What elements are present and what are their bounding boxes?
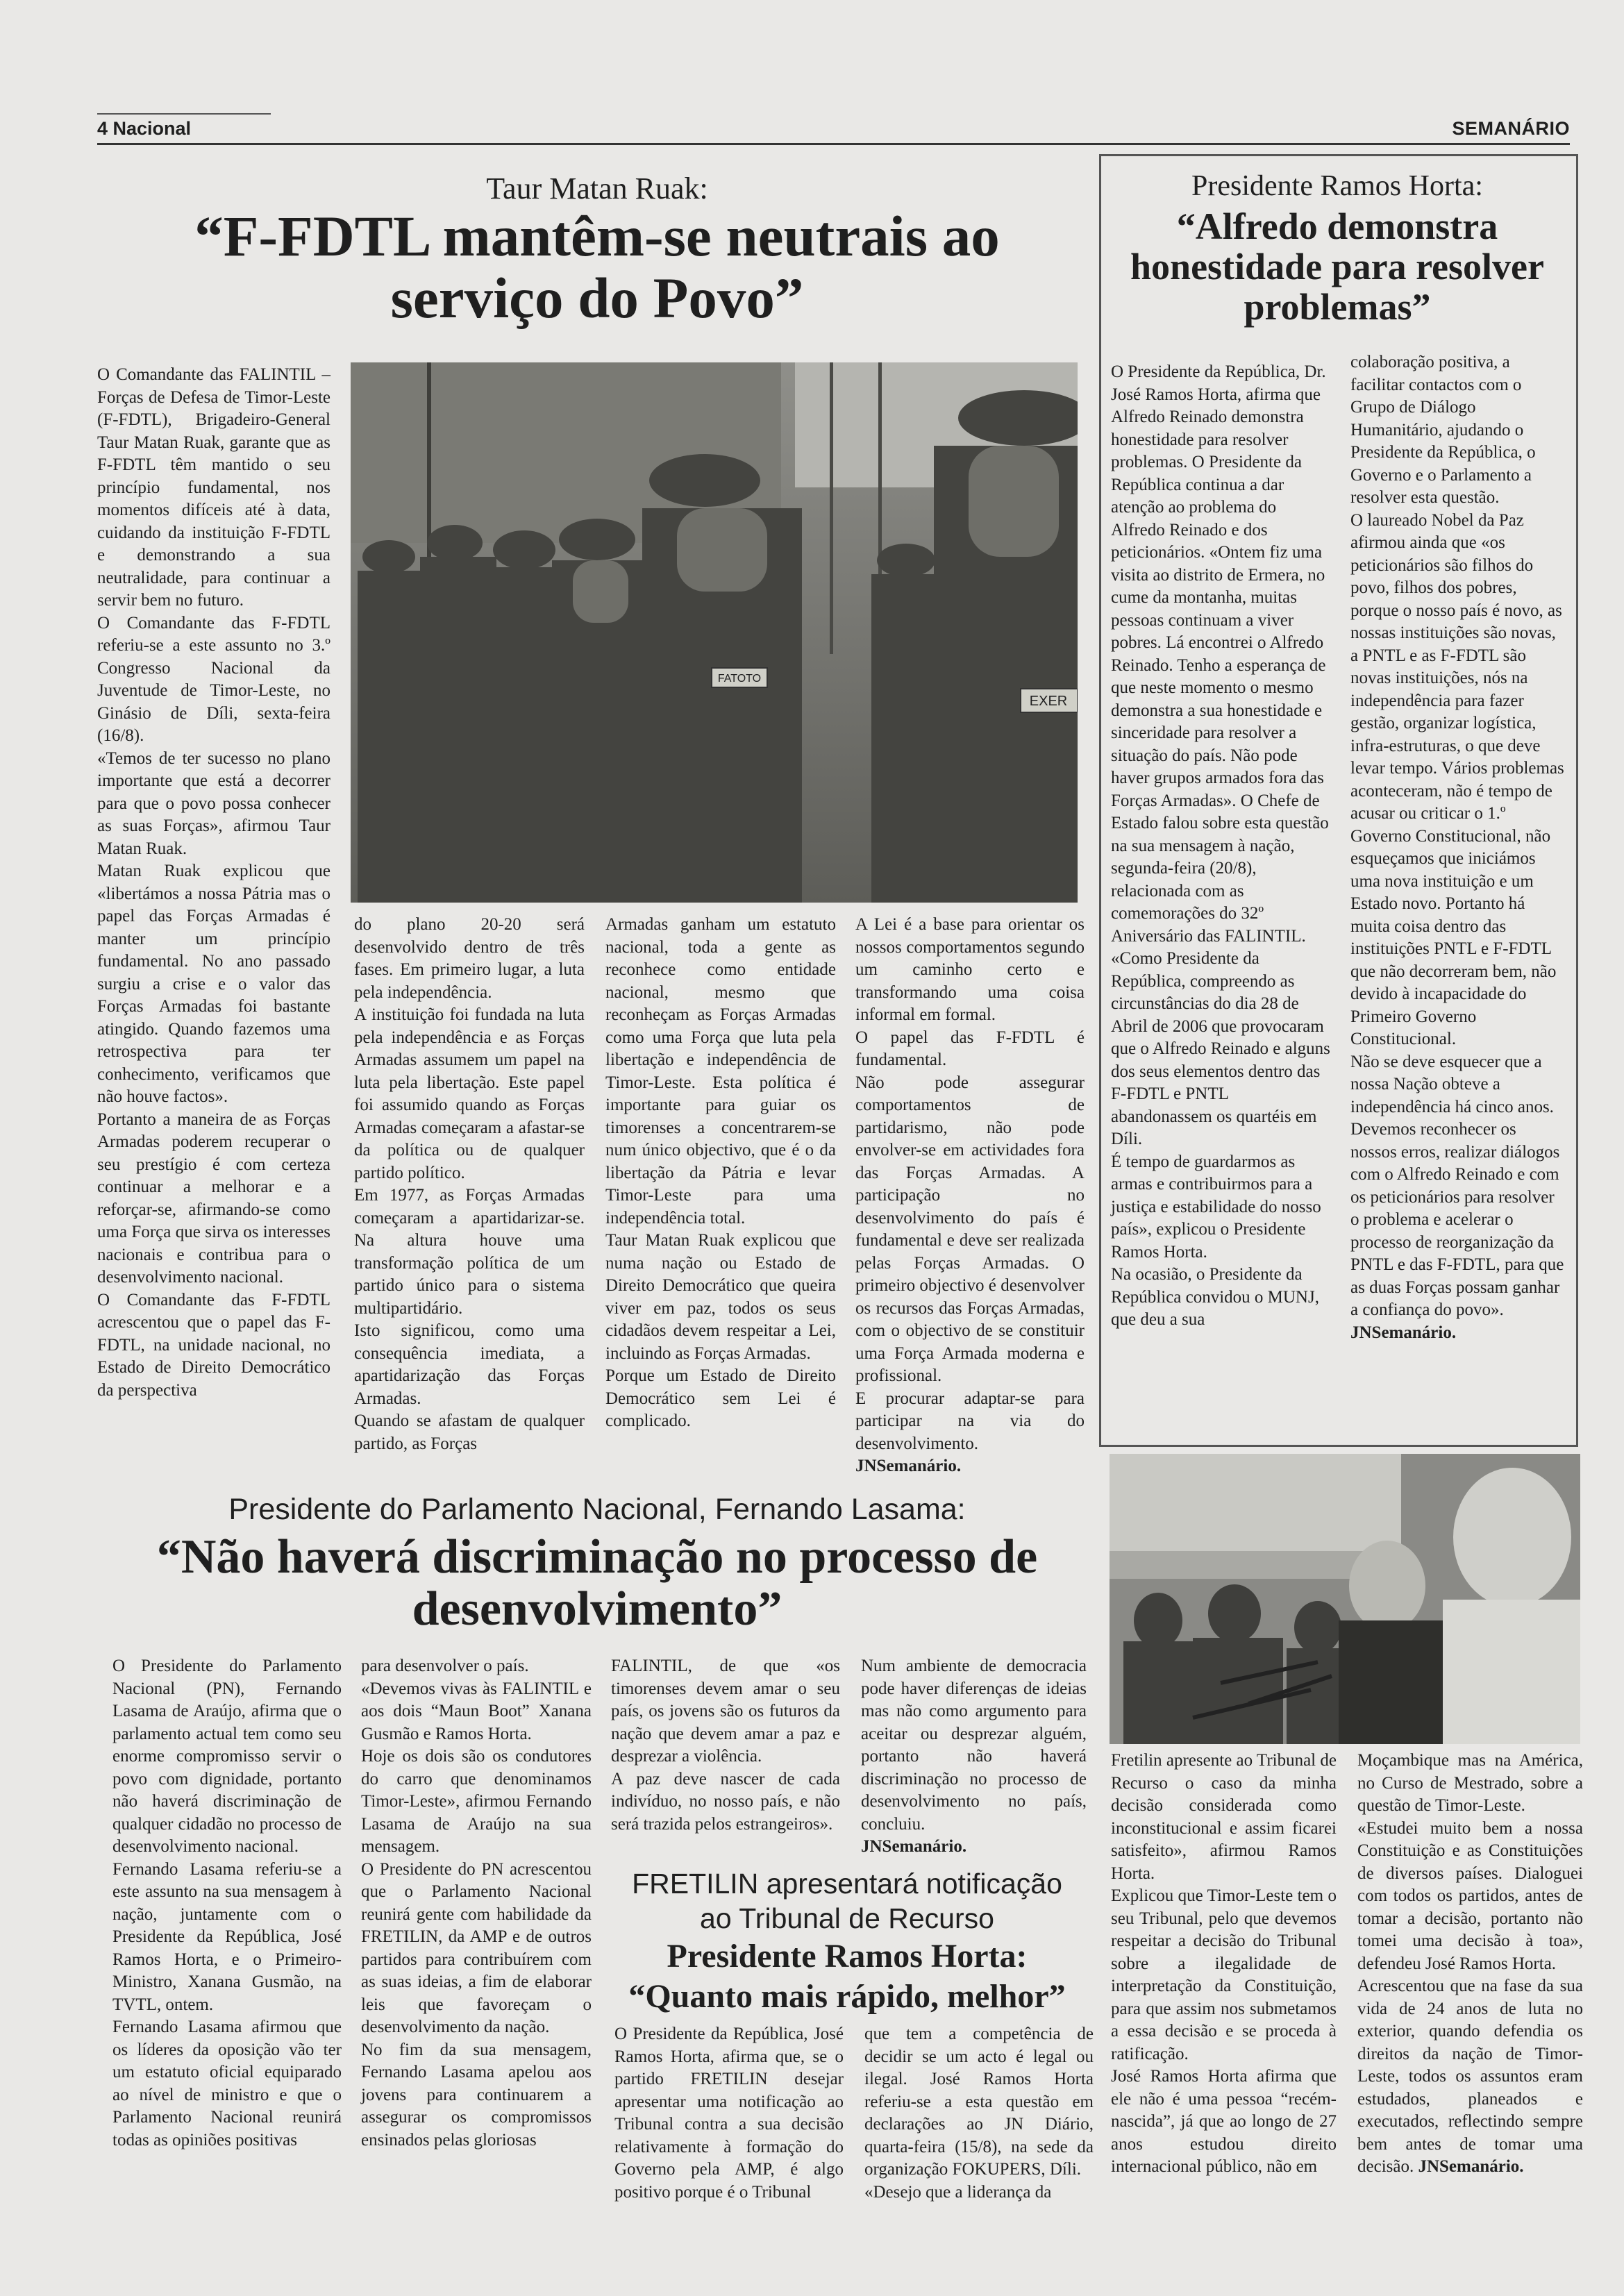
paragraph: O Presidente do PN acrescentou que o Parlamento Nacional reunirá gente com habilidade da FRETILIN, da AMP e de outros partidos para contribuírem com as suas ideias, a fim de elaborar leis que favoreçam o desenvolvimento da nação. — [361, 1859, 592, 2036]
paragraph: que tem a competência de decidir se um acto é legal ou ilegal. José Ramos Horta referiu-se a esta questão em declarações ao JN Diário, quarta-feira (15/8), na sede da organização FOKUPERS, Díli. — [864, 2025, 1094, 2179]
paragraph: Não pode assegurar comportamentos de partidarismo, não pode envolver-se em actividades fora das Forças Armadas. A participação no desenvolvimento do país é fundamental e deve ser realizada pelas Forças Armadas. O primeiro objectivo é desenvolver os recursos das Forças Armadas, com o objectivo de se constituir uma Força Armada moderna e profissional. — [855, 1073, 1085, 1385]
paragraph: Fernando Lasama referiu-se a este assunto na sua mensagem à nação, juntamente com o Presidente da República, José Ramos Horta, e o Primeiro-Ministro, Xanana Gusmão, na TVTL, ontem. — [112, 1859, 342, 2014]
paragraph: Porque um Estado de Direito Democrático sem Lei é complicado. — [605, 1366, 836, 1430]
header-rule — [97, 143, 1570, 145]
article4-column-3 — [1111, 1750, 1337, 2179]
press-illustration — [1110, 1454, 1580, 1744]
article3-column-2 — [361, 1655, 592, 2152]
paragraph: O Comandante das F-FDTL acrescentou que o papel das F-FDTL, na unidade nacional, no Estado de Direito Democrático da perspectiva — [97, 1290, 330, 1400]
article4-column-4 — [1357, 1750, 1583, 2179]
paragraph: Fernando Lasama afirmou que os líderes da oposição vão ter um estatuto oficial equiparado ao nível de ministro e que o Parlamento Nacional reunirá todas as opiniões positivas — [112, 2018, 342, 2150]
paragraph: O Presidente da República, Dr. José Ramos Horta, afirma que Alfredo Reinado demonstra honestidade para resolver problemas. O Presidente da República continua a dar atenção ao problema do Alfredo Reinado e dos peticionários. «Ontem fiz uma visita ao distrito de Ermera, no cume da montanha, muitas pessoas continuam a viver pobres. Lá encontrei o Alfredo Reinado. Tenho a esperança de que neste momento o mesmo demonstra a sua honestidade e sinceridade para resolver a situação do país. Não pode haver grupos armados fora das Forças Armadas». O Chefe de Estado falou sobre esta questão na sua mensagem à nação, segunda-feira (20/8), relacionada com as comemorações do 32º Aniversário das FALINTIL. — [1111, 362, 1329, 946]
paragraph: Na ocasião, o Presidente da República convidou o MUNJ, que deu a sua — [1111, 1265, 1319, 1329]
ramos-horta-press-photo — [1110, 1454, 1580, 1744]
article1-column-1 — [97, 364, 330, 1402]
badge-fatoto: FATOTO — [717, 673, 762, 685]
paragraph: «Como Presidente da República, compreendo as circunstâncias do dia 28 de Abril de 2006 que provocaram que o Alfredo Reinado e alguns dos seus elementos dentro das F-FDTL e PNTL abandonassem os quartéis em Díli. — [1111, 949, 1330, 1148]
paragraph: colaboração positiva, a facilitar contactos com o Grupo de Diálogo Humanitário, ajudando o Presidente da República, o Governo e o Parlamento a resolver esta questão. — [1350, 353, 1536, 507]
soldiers-illustration — [351, 362, 1078, 903]
article1-column-3 — [605, 914, 836, 1433]
paragraph: Hoje os dois são os condutores do carro que denominamos Timor-Leste», afirmou Fernando Lasama de Araújo na sua mensagem. — [361, 1747, 592, 1856]
article4-column-1 — [614, 2023, 844, 2204]
header-short-rule — [97, 113, 271, 115]
article3-column-3 — [611, 1655, 840, 1836]
paragraph: Acrescentou que na fase da sua vida de 24 anos de luta no exterior, quando defendia os direitos da nação de Timor-Leste, todos os assuntos eram estudados, planeados e executados, reflectindo sempre bem antes de tomar uma decisão. — [1357, 1977, 1583, 2176]
paragraph: FALINTIL, de que «os timorenses devem amar o seu país, os jovens são os futuros da nação que devem amar a paz e desprezar a violência. — [611, 1657, 840, 1766]
paragraph: Não se deve esquecer que a nossa Nação obteve a independência há cinco anos. Devemos reconhecer os nossos erros, realizar diálogos com o Alfredo Reinado e com os peticionários para resolver o problema e acelerar o processo de reorganização da PNTL e das F-FDTL, para que as duas Forças possam ganhar a confiança do povo». — [1350, 1052, 1564, 1319]
paragraph: Armadas ganham um estatuto nacional, toda a gente as reconhece como entidade nacional, mesmo que reconheçam as Forças Armadas como uma Força que luta pela libertação e independência de Timor-Leste. Esta política é importante para guiar os timorenses a concentrarem-se num único objectivo, que é o da libertação da Pátria e levar Timor-Leste para uma independência total. — [605, 915, 836, 1227]
paragraph: O laureado Nobel da Paz afirmou ainda que «os peticionários são filhos do povo, filhos dos pobres, porque o nosso país é novo, as nossas instituições são novas, a PNTL e as F-FDTL são novas instituições, nós na independência para fazer gestão, organizar logística, infra-estruturas, o que deve levar tempo. Vários problemas aconteceram, não é tempo de acusar ou criticar o 1.º Governo Constitucional, não esqueçamos que iniciámos uma nova instituição e um Estado novo. Portanto há muita coisa dentro das instituições PNTL e F-FDTL que não decorreram bem, não devido à incapacidade do Primeiro Governo Constitucional. — [1350, 510, 1564, 1048]
article2-column-2 — [1350, 351, 1566, 1344]
paragraph: A Lei é a base para orientar os nossos comportamentos segundo um caminho certo e transformando uma coisa informal em formal. — [855, 915, 1085, 1024]
paragraph: E procurar adaptar-se para participar na via do desenvolvimento. — [855, 1389, 1085, 1453]
paragraph: A paz deve nascer de cada indivíduo, no nosso país, e não será trazida pelos estrangeiros». — [611, 1769, 840, 1834]
paragraph: Em 1977, as Forças Armadas começaram a apartidarizar-se. Na altura houve uma transformação política de um partido único para o sistema multipartidário. — [354, 1186, 585, 1318]
paragraph: «Estudei muito bem a nossa Constituição e as Constituições de diversos países. Dialoguei com todos os partidos, antes de tomar a decisão, portanto não tomei uma decisão à toa», defendeu José Ramos Horta. — [1357, 1818, 1583, 1973]
paragraph: No fim da sua mensagem, Fernando Lasama apelou aos jovens para continuarem a assegurar os compromissos ensinados pelas gloriosas — [361, 2040, 592, 2150]
publication-name: SEMANÁRIO — [1452, 118, 1570, 139]
article2-headline: “Alfredo demonstra honestidade para resolver problemas” — [1130, 206, 1544, 328]
paragraph: «Devemos vivas às FALINTIL e aos dois “Maun Boot” Xanana Gusmão e Ramos Horta. — [361, 1679, 592, 1743]
soldiers-photo — [351, 362, 1078, 903]
paragraph: A instituição foi fundada na luta pela independência e as Forças Armadas assumem um papel na luta pela libertação. Este papel foi assumido quando as Forças Armadas começaram a afastar-se da política ou de qualquer partido político. — [354, 1005, 585, 1182]
paragraph: O papel das F-FDTL é fundamental. — [855, 1028, 1085, 1069]
article1-column-2 — [354, 914, 585, 1455]
article3-headline: “Não haverá discriminação no processo de desenvolvimento” — [156, 1530, 1038, 1636]
paragraph: José Ramos Horta afirma que ele não é uma pessoa “recém-nascida”, já que ao longo de 27 anos estudou direito internacional público, não em — [1111, 2067, 1337, 2176]
article3-column-1 — [112, 1655, 342, 2152]
badge-exer: EXER — [1029, 694, 1068, 709]
paragraph: Explicou que Timor-Leste tem o seu Tribunal, pelo que devemos respeitar a decisão do Tribunal sobre a ilegalidade de interpretação da Constituição, para que assim nos submetamos a essa decisão e se proceda à ratificação. — [1111, 1886, 1337, 2063]
paragraph: Fretilin apresente ao Tribunal de Recurso o caso da minha decisão considerada como inconstitucional e assim ficarei satisfeito», afirmou Ramos Horta. — [1111, 1751, 1337, 1883]
paragraph: O Comandante das FALINTIL – Forças de Defesa de Timor-Leste (F-FDTL), Brigadeiro-General Taur Matan Ruak, garante que as F-FDTL têm mantido o seu princípio fundamental, nos momentos difíceis até à data, cuidando da instituição F-FDTL e demonstrando a sua neutralidade, para continuar a servir bem no futuro. — [97, 365, 330, 610]
article2-kicker: Presidente Ramos Horta: — [1191, 170, 1483, 202]
paragraph: Taur Matan Ruak explicou que numa nação ou Estado de Direito Democrático que queira viver em paz, todos os seus cidadãos devem respeitar a Lei, incluindo as Forças Armadas. — [605, 1231, 836, 1363]
article4-kicker-line1: FRETILIN apresentará notificação — [632, 1868, 1062, 1900]
paragraph: para desenvolver o país. — [361, 1657, 529, 1675]
article1-kicker: Taur Matan Ruak: — [486, 171, 708, 206]
byline: JNSemanário. — [1350, 1323, 1457, 1342]
byline: JNSemanário. — [855, 1457, 962, 1475]
paragraph: É tempo de guardarmos as armas e contribuirmos para a justiça e estabilidade do nosso país», explicou o Presidente Ramos Horta. — [1111, 1152, 1321, 1262]
paragraph: O Presidente da República, José Ramos Horta, afirma que, se o partido FRETILIN desejar apresentar uma notificação ao Tribunal contra a sua decisão relativamente à formação do Governo pela AMP, é algo positivo porque é o Tribunal — [614, 2025, 844, 2202]
article4-headline-line2: “Quanto mais rápido, melhor” — [628, 1978, 1066, 2015]
paragraph: Quando se afastam de qualquer partido, as Forças — [354, 1411, 585, 1453]
paragraph: Moçambique mas na América, no Curso de Mestrado, sobre a questão de Timor-Leste. — [1357, 1751, 1583, 1815]
article3-kicker: Presidente do Parlamento Nacional, Fernando Lasama: — [228, 1493, 966, 1526]
article4-column-2 — [864, 2023, 1094, 2204]
paragraph: do plano 20-20 será desenvolvido dentro de três fases. Em primeiro lugar, a luta pela independência. — [354, 915, 585, 1002]
paragraph: O Comandante das F-FDTL referiu-se a este assunto no 3.º Congresso Nacional da Juventude de Timor-Leste, no Ginásio de Díli, sexta-feira (16/8). — [97, 613, 330, 745]
byline: JNSemanário. — [1418, 2157, 1524, 2176]
paragraph: Isto significou, como uma consequência imediata, a apartidarização das Forças Armadas. — [354, 1321, 585, 1408]
paragraph: «Desejo que a liderança da — [864, 2182, 1052, 2202]
paragraph: Num ambiente de democracia pode haver diferenças de ideias mas não como argumento para aceitar ou desprezar alguém, portanto não haverá discriminação no processo de desenvolvimento no país, concluiu. — [861, 1657, 1087, 1834]
section-label: 4 Nacional — [97, 118, 192, 139]
byline: JNSemanário. — [861, 1837, 967, 1856]
paragraph: Matan Ruak explicou que «libertámos a nossa Pátria mas o papel das Forças Armadas é manter um princípio fundamental. No ano passado surgiu a crise e o valor das Forças Armadas foi bastante atingido. Quando fazemos uma retrospectiva para ter conhecimento, verificamos que não houve factos». — [97, 862, 330, 1106]
article3-column-4 — [861, 1655, 1087, 1859]
article4-headline-line1: Presidente Ramos Horta: — [667, 1938, 1028, 1975]
article4-kicker-line2: ao Tribunal de Recurso — [700, 1902, 994, 1934]
article1-headline: “F-FDTL mantêm-se neutrais ao serviço do Povo” — [194, 204, 1000, 330]
paragraph: Portanto a maneira de as Forças Armadas poderem recuperar o seu prestígio é com certeza continuar a melhorar e a reforçar-se, afirmando-se como uma Força que sirva os interesses nacionais e contribua para o desenvolvimento nacional. — [97, 1109, 330, 1287]
paragraph: «Temos de ter sucesso no plano importante que está a decorrer para que o povo possa conhecer as suas Forças», afirmou Taur Matan Ruak. — [97, 748, 330, 858]
article2-column-1 — [1111, 361, 1333, 1332]
article1-column-4 — [855, 914, 1085, 1478]
paragraph: O Presidente do Parlamento Nacional (PN), Fernando Lasama de Araújo, afirma que o parlamento actual tem como seu enorme compromisso servir o povo com dignidade, portanto não haverá discriminação de qualquer cidadão no processo de desenvolvimento nacional. — [112, 1657, 342, 1856]
